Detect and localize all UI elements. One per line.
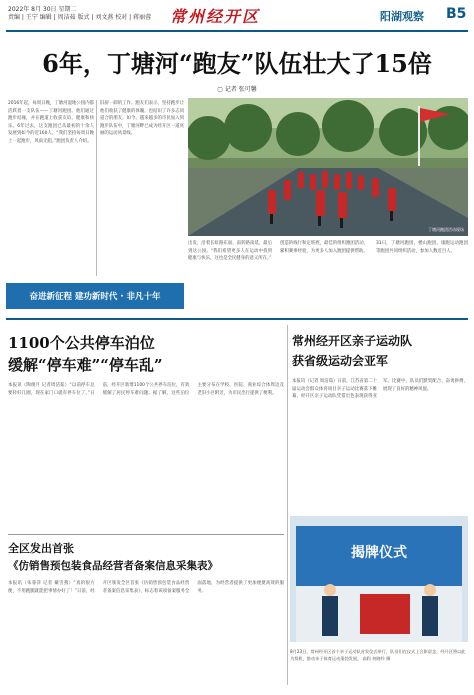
photo-caption: 丁塘河跑团活动现场 (428, 227, 464, 232)
food-body: 本报讯（朱睿萍 记者 戴雪燕）“真的很方便，不用跑腿就能把事情办好了！”日前，经开区颁发全区首张《仿销售预包装食品经营者备案信息采集表》，标志着该项备案服务全面落地，为经营者提供了更加便捷高效的服务。 (8, 581, 284, 594)
sports-headline-2: 获省级运动会亚军 (292, 354, 389, 368)
ceremony-caption: 8月23日，常州经开区首个亲子运动队首发仪式举行，队员们在仪式上合影留念。经开区将以此为契机，推动亲子体育运动蓬勃发展。 高科 何晓吟 摄 (290, 649, 466, 661)
ceremony-photo (290, 516, 468, 642)
sports-body: 本报讯（记者 周洁茹）日前，江苏省第二十届运动会群众体育项目亲子运动比赛落下帷幕，经开区亲子运动队凭借出色表现获得亚军。比赛中，队员们默契配合、奋勇拼搏，展现了良好的精神风貌。 (292, 379, 468, 399)
parking-body: 本报讯（陶俊月 记者周洁茹）“以前停车总要转好几圈，现在家门口就有停车位了。”日前，经开区新增1100个公共停车泊位，有效缓解了居民停车难问题。据了解，这些泊位主要分布在学校、医院、商业综合体周边及老旧小区附近，为市民出行提供了便利。 (8, 383, 284, 396)
lead-column-5: 31日，丁塘河跑团，楼山跑团，康跑运动跑团等跑团共同组织活动，参加人数近百人。 (376, 241, 468, 254)
sports-headline-1: 常州经开区亲子运动队 (292, 334, 413, 348)
page-code: B5 (446, 6, 467, 22)
lead-column-3: 出发，沿着长虹路东面、南转路南延，最后到达公园。“我们希望更多人在运动中找到健康与快乐，这也是全民健身的意义所在。” (188, 241, 272, 261)
food-headline-1: 全区发出首张 (8, 542, 74, 555)
running-team-photo (188, 98, 468, 236)
parking-headline-2: 缓解“停车难”“停车乱” (8, 356, 163, 374)
header-rule (6, 30, 468, 32)
column-divider (287, 325, 288, 685)
ceremony-board-text: 揭牌仪式 (351, 545, 407, 561)
editor-credits: 责编 | 王宁 编辑 | 周洁茹 版式 | 刘文燕 校对 | 蒋丽蓉 (8, 14, 152, 21)
masthead: 常州经开区 (170, 7, 261, 26)
story-divider (8, 534, 284, 535)
campaign-banner: 奋进新征程 建功新时代 · 非凡十年 (6, 283, 184, 309)
lead-headline: 6年，丁塘河“跑友”队伍壮大了15倍 (42, 49, 432, 78)
lead-column-1: 2016年起，每周日晚，丁塘河湿地公园内都活跃着一支队伍——丁塘河跑团。他们通过跑步结缘，并在跑道上收获友谊、健康和快乐。6年过去，这支跑团已从最初的十余人发展到如今的近160人。“我们坚持每周日晚上一起跑步，风雨无阻。”跑团负责人介绍。 (8, 101, 94, 144)
food-headline-2: 《仿销售预包装食品经营者备案信息采集表》 (8, 560, 218, 572)
parking-headline-1: 1100个公共停车泊位 (8, 334, 155, 352)
section-title: 阳湖观察 (380, 10, 424, 23)
lead-column-2: 旧厨一卸的工作。跑友们表示，坚持跑步让他们收获了健康的体魄，也结识了许多志同道合的朋友。如今，越来越多的市民加入到跑步队伍中，丁塘河畔已成为经开区一道亮丽的运动风景线。 (100, 101, 184, 136)
issue-date: 2022年 8月 30日 星期二 (8, 6, 77, 13)
section-divider (6, 318, 468, 320)
lead-byline: ▢ 记者 张可馨 (217, 86, 257, 93)
lead-column-4: 创造的线行和定班底，最佳的组织跑团活动，累积赛事经验，为更多人加入跑团提供帮助。 (280, 241, 368, 254)
column-divider (96, 100, 97, 276)
